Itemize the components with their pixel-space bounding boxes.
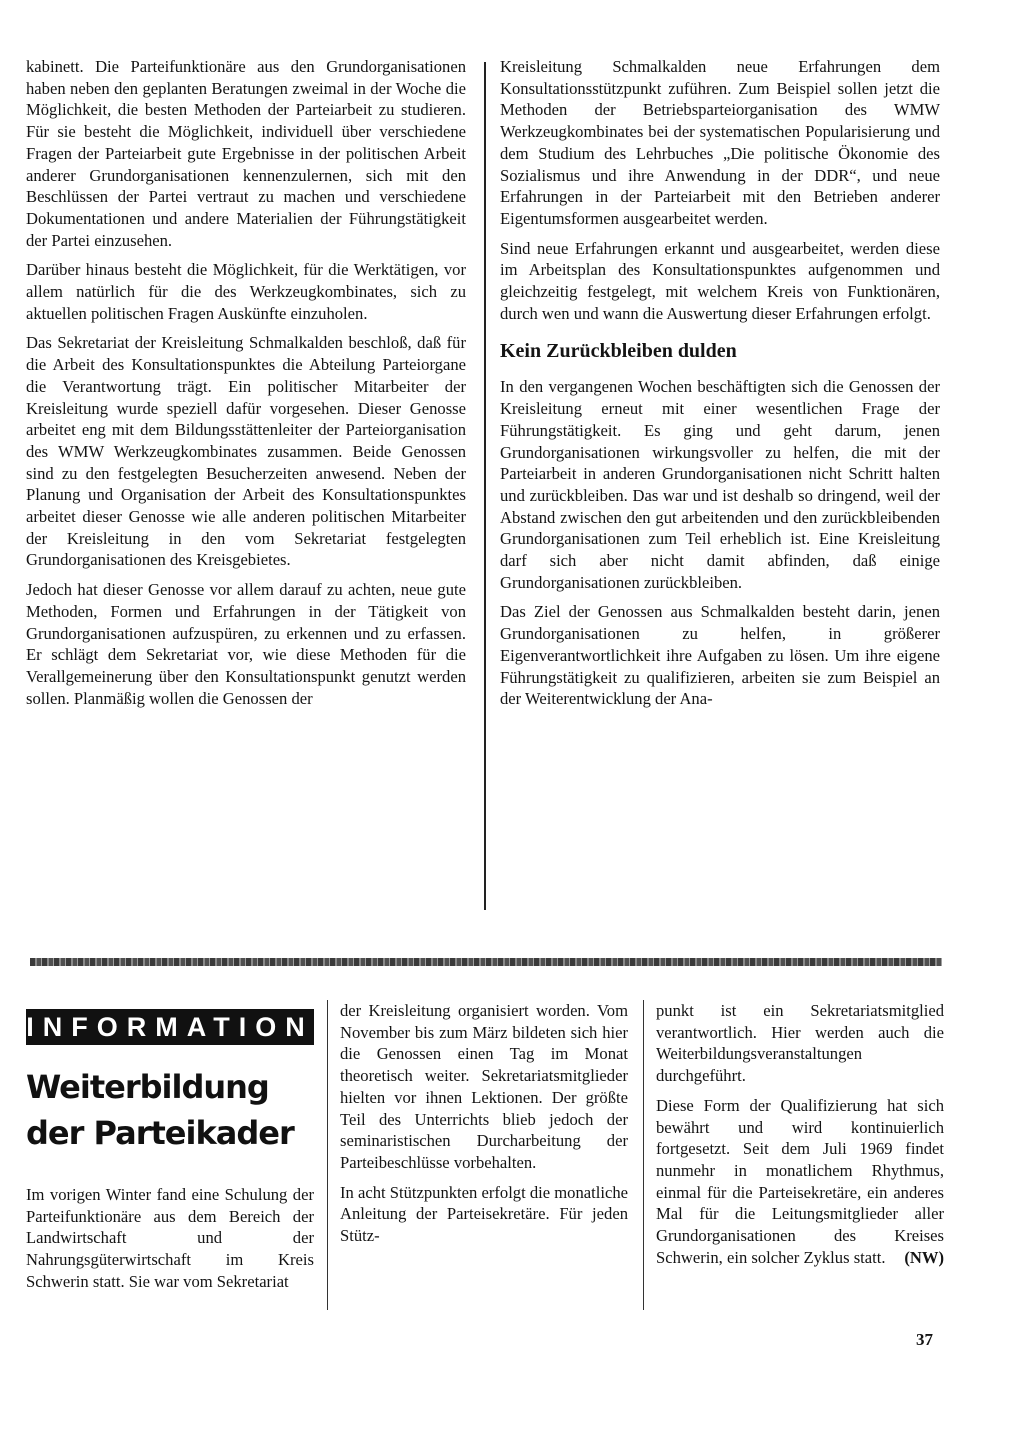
info-right-column (656, 1000, 944, 1276)
paragraph: Jedoch hat dieser Genosse vor allem darauf zu achten, neue gute Methoden, Formen und Erfahrungen in der Tätigkeit von Grundorganisationen aufzuspüren, zu erkennen und zu erfassen. Er schlägt dem Sekretariat vor, wie diese Methoden für die Verallgemeinerung über den Konsultationspunkt genutzt werden sollen. Planmäßig wollen die Genossen der (26, 580, 466, 708)
paragraph-text: Diese Form der Qualifizierung hat sich bewährt und wird kontinuierlich fortgesetzt. Seit dem Juli 1969 findet nunmehr in monatlichem Rhythmus, einmal für die Parteisekretäre, ein anderes Mal für die Leitungsmitglieder aller Grundorganisationen des Kreises Schwerin, ein solcher Zyklus statt. (656, 1095, 944, 1267)
paragraph: Kreisleitung Schmalkalden neue Erfahrungen dem Konsultationsstützpunkt zuführen. Zum Beispiel sollen jetzt die Methoden der Betriebsparteiorganisation des WMW Werkzeugkombinates bei der systematischen Popularisierung und dem Studium des Lehrbuches „Die politische Ökonomie des Sozialismus und ihre Anwendung in der DDR“, und neue Erfahrungen in der Parteiarbeit mit den Betrieben anderer Eigentumsformen ausgearbeitet werden. (500, 57, 940, 228)
author-signature: (NW) (904, 1247, 944, 1267)
information-label: INFORMATION (26, 1009, 314, 1045)
title-line: Weiterbildung (26, 1068, 269, 1106)
separator-band (30, 958, 942, 966)
info-left-column (26, 1184, 314, 1301)
column-divider (643, 1000, 644, 1310)
paragraph: In acht Stützpunkten erfolgt die monatliche Anleitung der Parteisekretäre. Für jeden Stütz- (340, 1182, 629, 1246)
paragraph: Im vorigen Winter fand eine Schulung der Parteifunktionäre aus dem Bereich der Landwirtschaft und der Nahrungsgüterwirtschaft im Kreis Schwerin statt. Sie war vom Sekretariat (26, 1185, 314, 1291)
paragraph: kabinett. Die Parteifunktionäre aus den Grundorganisationen haben neben den geplanten Beratungen zweimal in der Woche die Möglichkeit, die besten Methoden der Parteiarbeit zu studieren. Für sie besteht die Möglichkeit, individuell über verschiedene Fragen der Parteiarbeit gute Ergebnisse in der politischen Arbeit anderer Grundorganisationen kennenzulernen, sich mit den Beschlüssen der Partei vertraut zu machen und verschiedene Dokumentationen und andere Materialien der Führungstätigkeit der Partei einzusehen. (26, 57, 466, 250)
page-number: 37 (916, 1330, 933, 1349)
column-divider (327, 1000, 328, 1310)
paragraph: In den vergangenen Wochen beschäftigten sich die Genossen der Kreisleitung erneut mit einer wesentlichen Frage der Führungstätigkeit. Es ging und geht darum, jenen Grundorganisationen wirkungsvoller zu helfen, die mit der Parteiarbeit in anderen Grundorganisationen nicht Schritt halten und zurückbleiben. Das war und ist deshalb so dringend, weil der Abstand zwischen den gut arbeitenden und den zurückbleibenden Grundorganisationen zum Teil erheblich ist. Eine Kreisleitung darf sich aber nicht damit abfinden, daß einige Grundorganisationen zurückbleiben. (500, 377, 940, 592)
paragraph (656, 1095, 944, 1269)
top-right-column (500, 56, 940, 718)
info-middle-column (340, 1000, 628, 1255)
title-line: der Parteikader (26, 1114, 294, 1152)
info-article-title (26, 1064, 326, 1156)
paragraph: Sind neue Erfahrungen erkannt und ausgearbeitet, werden diese im Arbeitsplan des Konsultationspunktes aufgenommen und gleichzeitig festgelegt, mit welchem Kreis von Funktionären, durch wen und wann die Auswertung dieser Erfahrungen erfolgt. (500, 238, 940, 323)
column-divider (484, 62, 486, 910)
paragraph: Das Sekretariat der Kreisleitung Schmalkalden beschloß, daß für die Arbeit des Konsultationspunktes die Abteilung Parteiorgane die Verantwortung trägt. Ein politischer Mitarbeiter der Kreisleitung wurde speziell dafür vorgesehen. Dieser Genosse arbeitet eng mit dem Bildungsstättenleiter der Parteiorganisation des WMW Werkzeugkombinates zusammen. Beide Genossen sind zu den festgelegten Besucherzeiten anwesend. Neben der Planung und Organisation der Arbeit des Konsultationspunktes arbeitet dieser Genosse wie alle anderen politischen Mitarbeiter der Kreisleitung in den vom Sekretariat festgelegten Grundorganisationen des Kreisgebietes. (26, 333, 466, 570)
paragraph: der Kreisleitung organisiert worden. Vom November bis zum März bildeten sich hier die Genossen einen Tag im Monat theoretisch weiter. Sekretariatsmitglieder hielten vor ihnen Lektionen. Der größte Teil des Unterrichts blieb jedoch der seminaristischen Durcharbeitung der Parteibeschlüsse vorbehalten. (340, 1001, 628, 1172)
paragraph: punkt ist ein Sekretariatsmitglied verantwortlich. Hier werden auch die Weiterbildungsveranstaltungen durchgeführt. (656, 1001, 944, 1086)
section-subheading: Kein Zurückbleiben dulden (500, 340, 737, 363)
top-left-column (26, 56, 466, 717)
paragraph: Darüber hinaus besteht die Möglichkeit, für die Werktätigen, vor allem natürlich für die des Werkzeugkombinates, sich zu aktuellen politischen Fragen Auskünfte einzuholen. (26, 260, 466, 323)
paragraph: Das Ziel der Genossen aus Schmalkalden besteht darin, jenen Grundorganisationen zu helfen, in größerer Eigenverantwortlichkeit ihre Aufgaben zu lösen. Um ihre eigene Führungstätigkeit zu qualifizieren, arbeiten sie zum Beispiel an der Weiterentwicklung der Ana- (500, 602, 940, 709)
